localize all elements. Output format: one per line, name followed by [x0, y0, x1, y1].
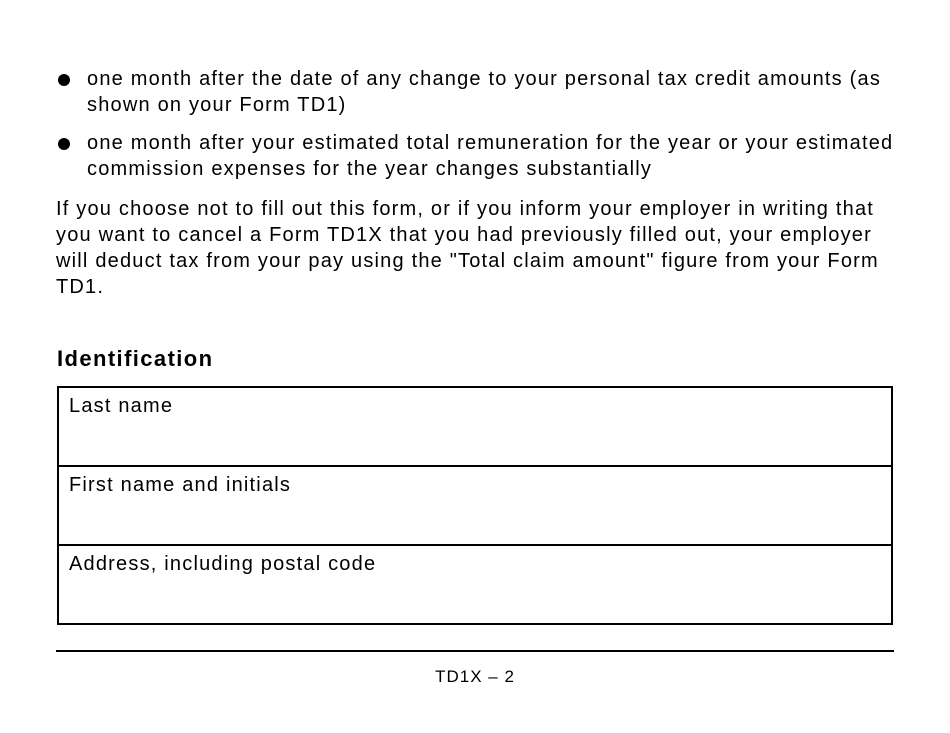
bullet-dot-icon — [58, 74, 70, 86]
bullet-dot-icon — [58, 138, 70, 150]
last-name-field[interactable] — [59, 388, 891, 467]
bullet-item-tax-credit-change — [56, 66, 906, 118]
page-number: TD1X – 2 — [435, 667, 515, 686]
instruction-paragraph: If you choose not to fill out this form, or if you inform your employer in writing that you want to cancel a Form TD1X that you had previously filled out, your employer will deduct tax from your pay using the "Total claim amount" figure from your Form TD1. — [56, 198, 879, 298]
address-field[interactable] — [59, 546, 891, 623]
identification-table — [57, 386, 893, 625]
bullet-text: one month after the date of any change to your personal tax credit amounts (as shown on your Form TD1) — [87, 68, 882, 116]
bullet-item-remuneration-change — [56, 130, 906, 182]
footer-divider — [56, 650, 894, 652]
bullet-text: one month after your estimated total remuneration for the year or your estimated commission expenses for the year changes substantially — [87, 132, 894, 180]
bullet-list — [56, 66, 906, 194]
first-name-label: First name and initials — [69, 474, 292, 496]
first-name-field[interactable] — [59, 467, 891, 546]
identification-heading: Identification — [57, 346, 214, 371]
last-name-label: Last name — [69, 395, 174, 417]
address-label: Address, including postal code — [69, 553, 377, 575]
